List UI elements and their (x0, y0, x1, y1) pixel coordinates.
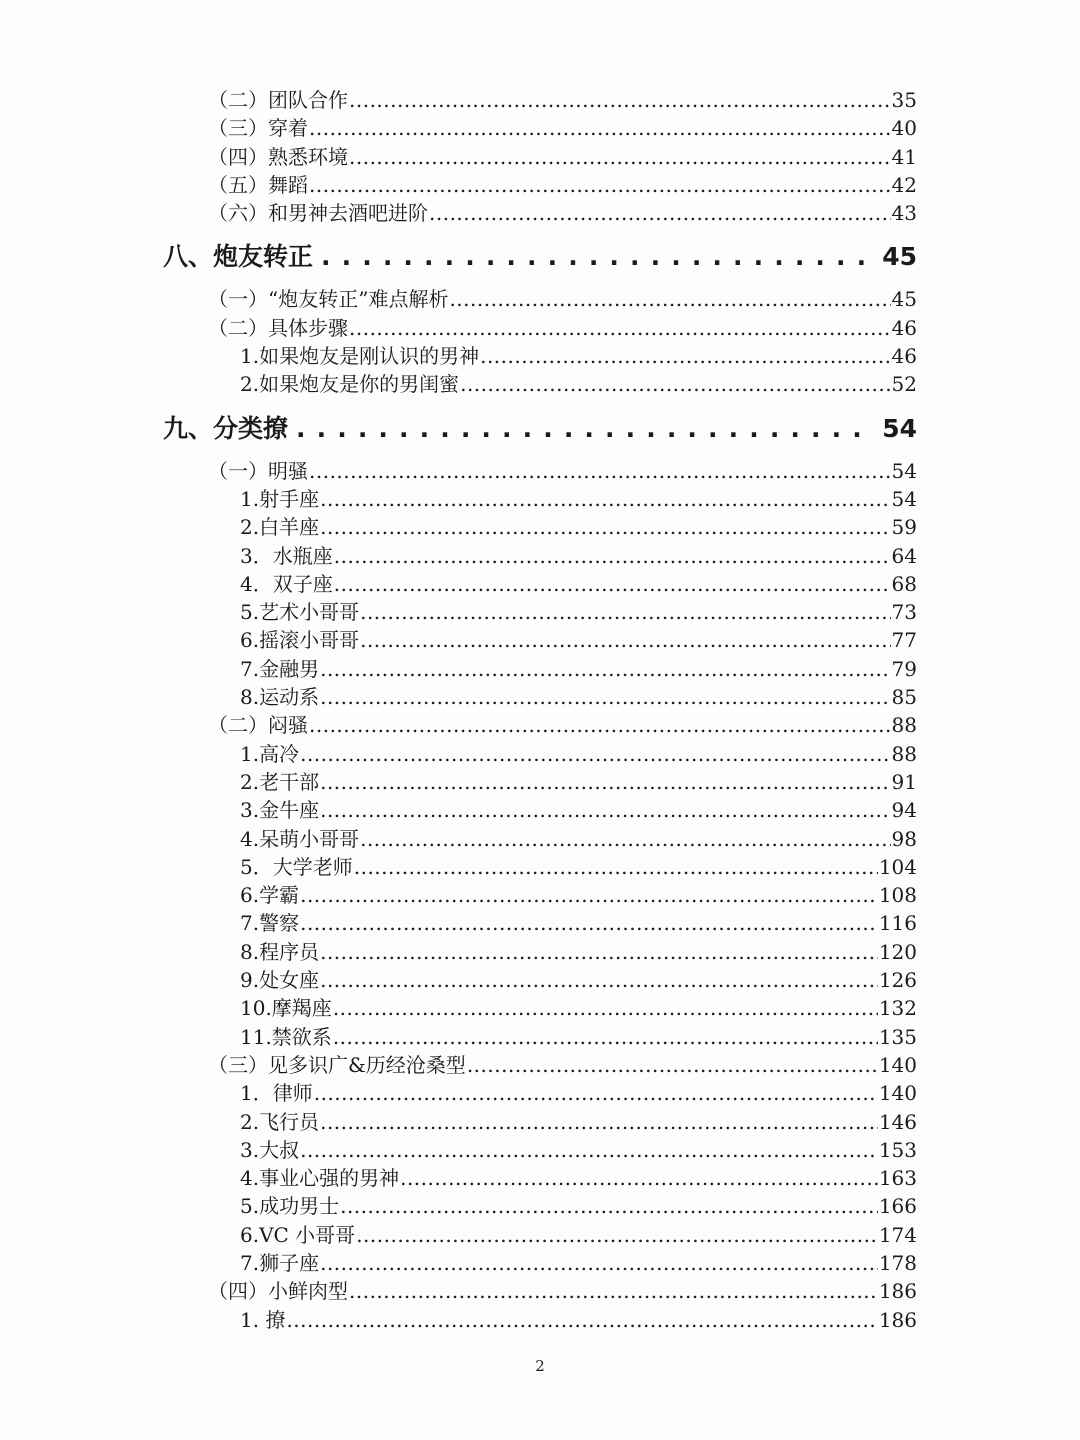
toc-subsection-entry[interactable] (0, 1192, 1080, 1220)
toc-subsection-entry[interactable] (0, 1108, 1080, 1136)
dot-leader (360, 825, 890, 853)
dot-leader (321, 243, 874, 271)
toc-subsection-entry[interactable] (0, 768, 1080, 796)
toc-entry-label: 7.警察 (240, 911, 300, 936)
toc-entry-label: 3.大叔 (240, 1137, 300, 1162)
toc-subsection-entry[interactable] (0, 342, 1080, 370)
dot-leader (320, 938, 878, 966)
toc-entry-label: 5．大学老师 (240, 854, 353, 879)
toc-subsection-entry[interactable] (0, 1249, 1080, 1277)
toc-entry-page-number: 163 (878, 1166, 917, 1191)
toc-entry-page-number: 73 (891, 600, 917, 625)
page-number: 2 (535, 1357, 545, 1375)
toc-entry-page-number: 41 (891, 144, 917, 169)
toc-entry-label: （二）具体步骤 (208, 315, 348, 340)
toc-entry-page-number: 88 (891, 713, 917, 738)
toc-entry-page-number: 45 (882, 242, 917, 272)
toc-entry-page-number: 126 (878, 968, 917, 993)
toc-entry-label: 10.摩羯座 (240, 996, 332, 1021)
toc-entry-label: （三）穿着 (208, 116, 308, 141)
toc-section-entry[interactable] (0, 114, 1080, 142)
toc-subsection-entry[interactable] (0, 1079, 1080, 1107)
toc-section-entry[interactable] (0, 86, 1080, 114)
toc-entry-label: 2.老干部 (240, 769, 320, 794)
toc-subsection-entry[interactable] (0, 825, 1080, 853)
dot-leader (286, 1306, 877, 1334)
toc-entry-label: 9.处女座 (240, 968, 320, 993)
dot-leader (334, 570, 891, 598)
toc-entry-label: 7.狮子座 (240, 1250, 320, 1275)
toc-entry-page-number: 140 (878, 1052, 917, 1077)
toc-subsection-entry[interactable] (0, 881, 1080, 909)
toc-section-entry[interactable] (0, 199, 1080, 227)
toc-entry-label: （一）明骚 (208, 458, 308, 483)
dot-leader (300, 1136, 878, 1164)
dot-leader (309, 457, 891, 485)
dot-leader (354, 853, 878, 881)
toc-entry-label: （二）闷骚 (208, 713, 308, 738)
dot-leader (333, 994, 878, 1022)
toc-entry-label: 1.高冷 (240, 741, 300, 766)
toc-entry-label: 6.VC 小哥哥 (240, 1222, 356, 1247)
toc-subsection-entry[interactable] (0, 1164, 1080, 1192)
toc-entry-page-number: 64 (891, 543, 917, 568)
toc-entry-label: （二）团队合作 (208, 88, 348, 112)
dot-leader (300, 909, 878, 937)
toc-entry-page-number: 186 (878, 1307, 917, 1332)
toc-entry-label: （一）“炮友转正”难点解析 (208, 287, 449, 312)
dot-leader (349, 143, 891, 171)
toc-subsection-entry[interactable] (0, 1221, 1080, 1249)
toc-entry-page-number: 77 (891, 628, 917, 653)
toc-chapter-entry[interactable] (0, 415, 1080, 443)
toc-section-entry[interactable] (0, 171, 1080, 199)
dot-leader (360, 626, 890, 654)
toc-entry-label: 5.艺术小哥哥 (240, 600, 360, 625)
dot-leader (320, 966, 878, 994)
dot-leader (300, 740, 890, 768)
toc-entry-label: 2.白羊座 (240, 515, 320, 540)
toc-entry-page-number: 186 (878, 1279, 917, 1304)
toc-entry-page-number: 108 (878, 883, 917, 908)
toc-subsection-entry[interactable] (0, 994, 1080, 1022)
dot-leader (360, 598, 890, 626)
toc-entry-page-number: 43 (891, 201, 917, 226)
dot-leader (400, 1164, 878, 1192)
toc-entry-page-number: 140 (878, 1081, 917, 1106)
toc-entry-page-number: 46 (891, 315, 917, 340)
toc-entry-page-number: 52 (891, 372, 917, 397)
dot-leader (320, 796, 890, 824)
dot-leader (296, 415, 874, 443)
toc-entry-label: 8.运动系 (240, 685, 320, 710)
dot-leader (309, 114, 891, 142)
dot-leader (314, 1079, 878, 1107)
toc-entry-label: 8.程序员 (240, 939, 320, 964)
toc-subsection-entry[interactable] (0, 370, 1080, 398)
toc-entry-label: 11.禁欲系 (240, 1024, 332, 1049)
toc-subsection-entry[interactable] (0, 598, 1080, 626)
dot-leader (309, 171, 891, 199)
toc-subsection-entry[interactable] (0, 740, 1080, 768)
toc-entry-label: 7.金融男 (240, 656, 320, 681)
toc-entry-label: 1. 撩 (240, 1307, 286, 1332)
toc-entry-page-number: 45 (891, 287, 917, 312)
table-of-contents (0, 86, 1080, 1334)
toc-subsection-entry[interactable] (0, 513, 1080, 541)
dot-leader (333, 1023, 878, 1051)
toc-entry-page-number: 91 (891, 769, 917, 794)
toc-entry-page-number: 94 (891, 798, 917, 823)
toc-entry-page-number: 85 (891, 685, 917, 710)
toc-entry-page-number: 120 (878, 939, 917, 964)
toc-subsection-entry[interactable] (0, 655, 1080, 683)
toc-section-entry[interactable] (0, 1051, 1080, 1079)
dot-leader (320, 768, 890, 796)
toc-entry-label: 八、炮友转正 (163, 242, 314, 272)
toc-entry-label: 1.射手座 (240, 486, 320, 511)
toc-subsection-entry[interactable] (0, 570, 1080, 598)
toc-entry-page-number: 146 (878, 1109, 917, 1134)
dot-leader (449, 285, 890, 313)
dot-leader (320, 655, 890, 683)
toc-section-entry[interactable] (0, 711, 1080, 739)
dot-leader (320, 683, 890, 711)
toc-entry-label: 1.如果炮友是刚认识的男神 (240, 344, 480, 369)
toc-entry-label: （六）和男神去酒吧进阶 (208, 201, 428, 226)
toc-entry-label: 2.如果炮友是你的男闺蜜 (240, 372, 460, 397)
toc-entry-page-number: 153 (878, 1137, 917, 1162)
toc-entry-page-number: 116 (878, 911, 917, 936)
toc-entry-label: （四）熟悉环境 (208, 144, 348, 169)
toc-entry-page-number: 178 (878, 1250, 917, 1275)
dot-leader (320, 513, 890, 541)
toc-entry-page-number: 42 (891, 172, 917, 197)
toc-entry-page-number: 46 (891, 344, 917, 369)
toc-entry-label: 九、分类撩 (163, 413, 289, 443)
toc-entry-page-number: 132 (878, 996, 917, 1021)
toc-subsection-entry[interactable] (0, 909, 1080, 937)
toc-entry-page-number: 54 (882, 413, 917, 443)
toc-entry-label: 4.呆萌小哥哥 (240, 826, 360, 851)
toc-entry-page-number: 104 (878, 854, 917, 879)
toc-entry-page-number: 54 (891, 458, 917, 483)
toc-entry-page-number: 40 (891, 116, 917, 141)
toc-entry-label: 1．律师 (240, 1081, 313, 1106)
toc-subsection-entry[interactable] (0, 1023, 1080, 1051)
toc-entry-label: 3.金牛座 (240, 798, 320, 823)
dot-leader (320, 485, 890, 513)
toc-entry-label: 6.摇滚小哥哥 (240, 628, 360, 653)
toc-section-entry[interactable] (0, 457, 1080, 485)
toc-entry-page-number: 88 (891, 741, 917, 766)
toc-entry-label: 6.学霸 (240, 883, 300, 908)
toc-subsection-entry[interactable] (0, 485, 1080, 513)
toc-entry-label: （四）小鲜肉型 (208, 1279, 348, 1304)
toc-subsection-entry[interactable] (0, 542, 1080, 570)
toc-entry-page-number: 59 (891, 515, 917, 540)
toc-subsection-entry[interactable] (0, 853, 1080, 881)
toc-section-entry[interactable] (0, 285, 1080, 313)
toc-subsection-entry[interactable] (0, 1306, 1080, 1334)
toc-entry-label: 4．双子座 (240, 571, 333, 596)
dot-leader (320, 1108, 878, 1136)
toc-subsection-entry[interactable] (0, 796, 1080, 824)
toc-entry-label: 2.飞行员 (240, 1109, 320, 1134)
toc-entry-label: 3．水瓶座 (240, 543, 333, 568)
dot-leader (340, 1192, 878, 1220)
dot-leader (300, 881, 878, 909)
dot-leader (320, 1249, 878, 1277)
dot-leader (356, 1221, 878, 1249)
dot-leader (349, 314, 891, 342)
toc-entry-label: 5.成功男士 (240, 1194, 340, 1219)
toc-subsection-entry[interactable] (0, 938, 1080, 966)
dot-leader (334, 542, 891, 570)
toc-entry-page-number: 174 (878, 1222, 917, 1247)
toc-subsection-entry[interactable] (0, 1136, 1080, 1164)
dot-leader (467, 1051, 878, 1079)
dot-leader (460, 370, 890, 398)
toc-section-entry[interactable] (0, 314, 1080, 342)
toc-entry-label: 4.事业心强的男神 (240, 1166, 400, 1191)
toc-entry-page-number: 79 (891, 656, 917, 681)
dot-leader (309, 711, 891, 739)
dot-leader (429, 199, 891, 227)
toc-entry-page-number: 35 (891, 88, 917, 112)
toc-entry-page-number: 98 (891, 826, 917, 851)
toc-chapter-entry[interactable] (0, 243, 1080, 271)
toc-entry-page-number: 68 (891, 571, 917, 596)
toc-entry-label: （三）见多识广&历经沧桑型 (208, 1052, 466, 1077)
toc-entry-page-number: 135 (878, 1024, 917, 1049)
toc-entry-page-number: 166 (878, 1194, 917, 1219)
toc-section-entry[interactable] (0, 143, 1080, 171)
toc-subsection-entry[interactable] (0, 683, 1080, 711)
dot-leader (480, 342, 890, 370)
toc-subsection-entry[interactable] (0, 966, 1080, 994)
dot-leader (349, 86, 891, 114)
toc-section-entry[interactable] (0, 1277, 1080, 1305)
toc-entry-page-number: 54 (891, 486, 917, 511)
toc-subsection-entry[interactable] (0, 626, 1080, 654)
toc-entry-label: （五）舞蹈 (208, 172, 308, 197)
dot-leader (349, 1277, 878, 1305)
